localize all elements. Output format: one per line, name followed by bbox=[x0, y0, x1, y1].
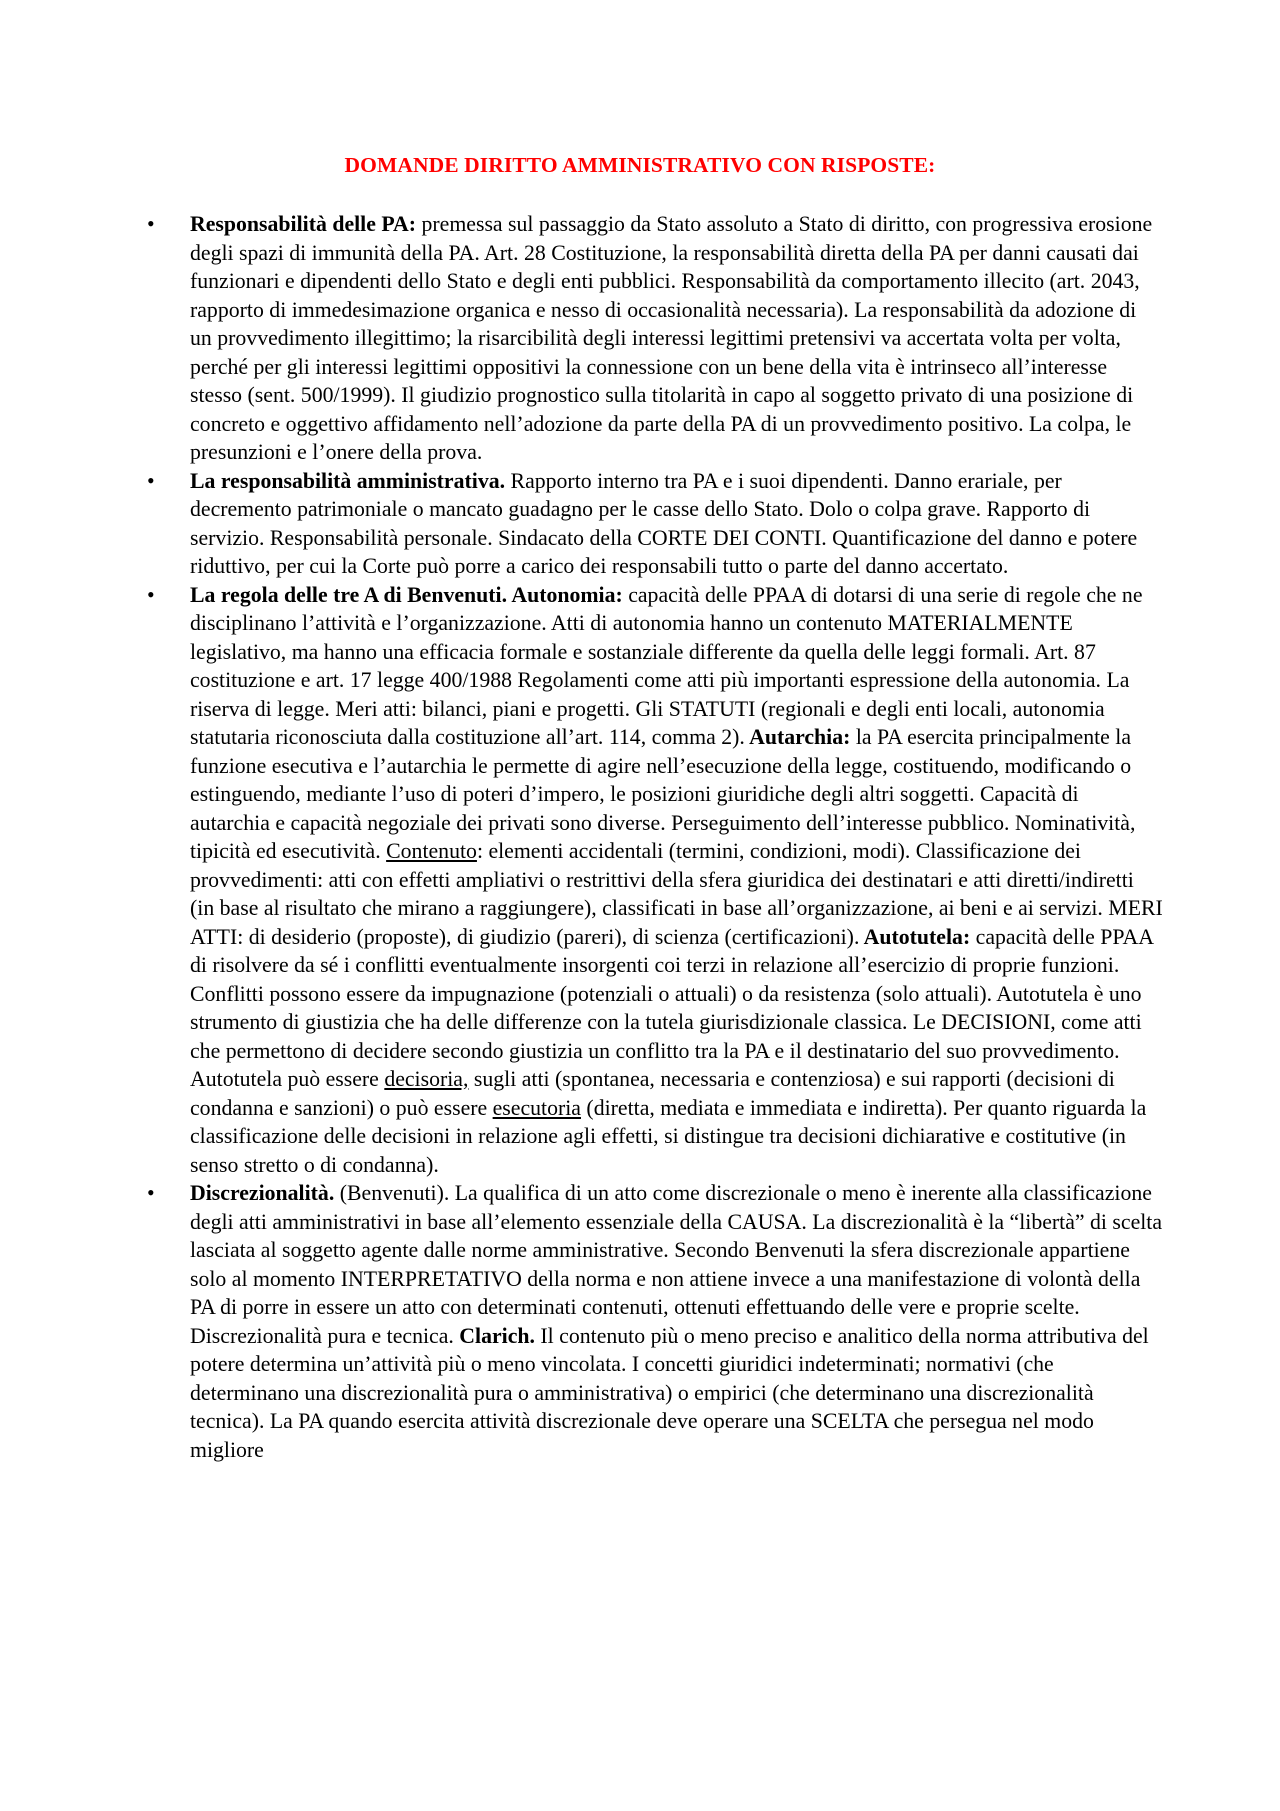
page-title: DOMANDE DIRITTO AMMINISTRATIVO CON RISPOSTE: bbox=[344, 153, 936, 177]
item-text: premessa sul passaggio da Stato assoluto a Stato di diritto, con progressiva erosione degli spazi di immunità della PA. Art. 28 Costituzione, la responsabilità diretta della PA per danni causati dai funzionari e dipendenti dello Stato e degli enti pubblici. Responsabilità da comportamento illecito (art. 2043, rapporto di immedesimazione organica e nesso di occasionalità necessaria). La responsabilità da adozione di un provvedimento illegittimo; la risarcibilità degli interessi legittimi pretensivi va accertata volta per volta, perché per gli interessi legittimi oppositivi la connessione con un bene della vita è intrinseco all’interesse stesso (sent. 500/1999). Il giudizio prognostico sulla titolarità in capo al soggetto privato di una posizione di concreto e oggettivo affidamento nell’adozione da parte della PA di un provvedimento positivo. La colpa, le presunzioni e l’onere della prova. bbox=[190, 212, 1153, 464]
item-text: : elementi accidentali (termini, condizioni, modi). Classificazione dei provvedimenti: atti con effetti ampliativi o restrittivi della sfera giuridica dei destinatari e atti diretti/indiretti (in base al risultato che mirano a raggiungere), classificati in base all’organizzazione, ai beni e ai servizi. MERI ATTI: di desiderio (proposte), di giudizio (pareri), di scienza (certificazioni). bbox=[190, 839, 1163, 949]
list-item bbox=[147, 581, 1163, 1180]
item-text: (Benvenuti). La qualifica di un atto come discrezionale o meno è inerente alla classificazione degli atti amministrativi in base all’elemento essenziale della CAUSA. La discrezionalità è la “libertà” di scelta lasciata al soggetto agente dalle norme amministrative. Secondo Benvenuti la sfera discrezionale appartiene solo al momento INTERPRETATIVO della norma e non attiene invece a una manifestazione di volontà della PA di porre in essere un atto con determinati contenuti, ottenuti effettuando delle vere e proprie scelte. Discrezionalità pura e tecnica. bbox=[190, 1181, 1163, 1348]
underlined-contenuto: Contenuto bbox=[386, 839, 477, 863]
list-item bbox=[147, 210, 1163, 467]
bullet-icon: • bbox=[147, 582, 155, 607]
item-text: la PA esercita principalmente la funzione esecutiva e l’autarchia le permette di agire nell’esecuzione della legge, costituendo, modificando o estinguendo, mediante l’uso di poteri d’impero, le posizioni giuridiche degli altri soggetti. Capacità di autarchia e capacità negoziale dei privati sono diverse. Perseguimento dell’interesse pubblico. Nominatività, tipicità ed esecutività. bbox=[190, 725, 1136, 863]
item-text: capacità delle PPAA di dotarsi di una serie di regole che ne disciplinano l’attività e l’organizzazione. Atti di autonomia hanno un contenuto MATERIALMENTE legislativo, ma hanno una efficacia formale e sostanziale differente da quella delle leggi formali. Art. 87 costituzione e art. 17 legge 400/1988 Regolamenti come atti più importanti espressione della autonomia. La riserva di legge. Meri atti: bilanci, piani e progetti. Gli STATUTI (regionali e degli enti locali, autonomia statutaria riconosciuta dalla costituzione all’art. 114, comma 2). bbox=[190, 582, 1143, 749]
subheading-autarchia: Autarchia: bbox=[744, 725, 851, 749]
subheading-autotutela: Autotutela: bbox=[859, 924, 971, 949]
item-text: capacità delle PPAA di risolvere da sé i conflitti eventualmente insorgenti coi terzi in relazione all’esercizio di proprie funzioni. Conflitti possono essere da impugnazione (potenziali o attuali) o da resistenza (solo attuali). Autotutela è uno strumento di giustizia che ha delle differenze con la tutela giurisdizionale classica. Le DECISIONI, come atti che permettono di decidere secondo giustizia un conflitto tra la PA e il destinatario del suo provvedimento. Autotutela può essere bbox=[190, 924, 1153, 1091]
underlined-esecutoria: esecutoria bbox=[492, 1095, 581, 1120]
item-heading: Responsabilità delle PA: bbox=[190, 212, 417, 236]
list-item bbox=[147, 467, 1163, 581]
subheading-autonomia: Autonomia: bbox=[507, 582, 623, 607]
item-text: (diretta, mediata e immediata e indiretta). Per quanto riguarda la classificazione delle decisioni in relazione agli effetti, si distingue tra decisioni dichiarative e costitutive (in senso stretto o di condanna). bbox=[190, 1095, 1147, 1177]
underlined-decisoria: decisoria, bbox=[384, 1067, 469, 1091]
item-text: sugli atti (spontanea, necessaria e contenziosa) e sui rapporti (decisioni di condanna e sanzioni) o può essere bbox=[190, 1067, 1115, 1120]
item-text: Rapporto interno tra PA e i suoi dipendenti. Danno erariale, per decremento patrimoniale o mancato guadagno per le casse dello Stato. Dolo o colpa grave. Rapporto di servizio. Responsabilità personale. Sindacato della CORTE DEI CONTI. Quantificazione del danno e potere riduttivo, per cui la Corte può porre a carico dei responsabili tutto o parte del danno accertato. bbox=[190, 468, 1138, 578]
question-list bbox=[147, 210, 1163, 1464]
item-heading: Discrezionalità. bbox=[190, 1181, 335, 1205]
item-text: Il contenuto più o meno preciso e analitico della norma attributiva del potere determina un’attività più o meno vincolata. I concetti giuridici indeterminati; normativi (che determinano una discrezionalità pura o amministrativa) o empirici (che determinano una discrezionalità tecnica). La PA quando esercita attività discrezionale deve operare una SCELTA che persegua nel modo migliore bbox=[190, 1323, 1149, 1462]
bullet-icon: • bbox=[147, 468, 155, 493]
list-item bbox=[147, 1179, 1163, 1464]
item-heading: La regola delle tre A di Benvenuti. bbox=[190, 582, 508, 607]
bullet-icon: • bbox=[147, 1181, 155, 1205]
item-heading: La responsabilità amministrativa. bbox=[190, 468, 506, 493]
bullet-icon: • bbox=[147, 212, 155, 236]
subheading-clarich: Clarich. bbox=[459, 1323, 535, 1348]
